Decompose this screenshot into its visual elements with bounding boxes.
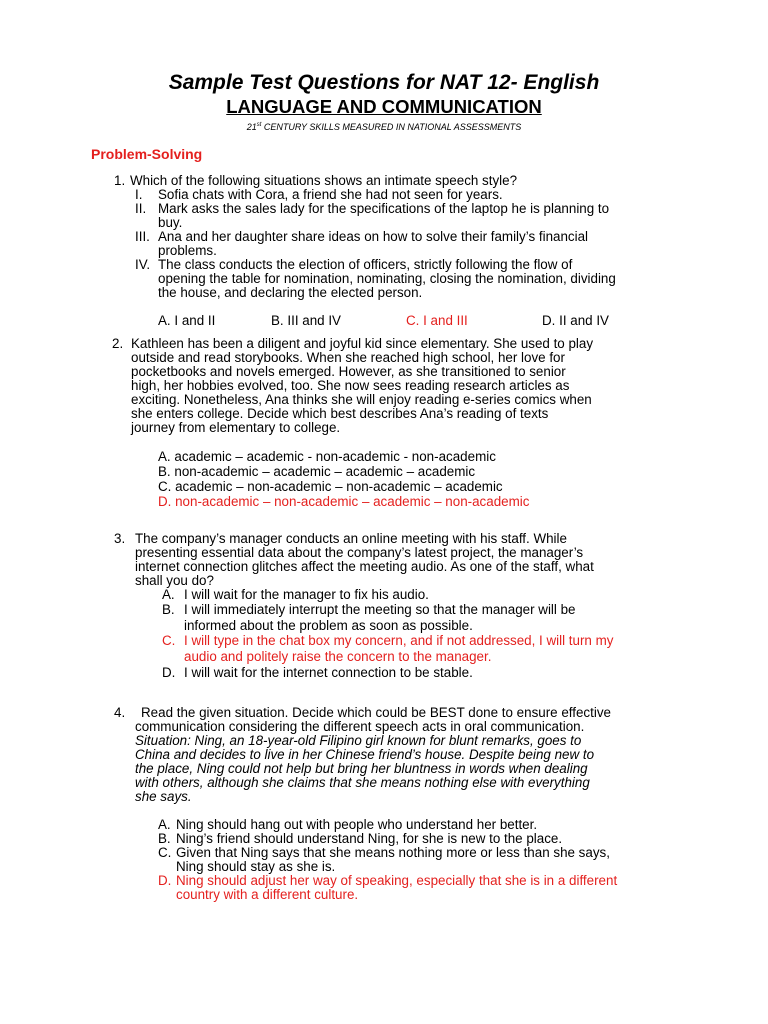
situation-text: China and decides to live in her Chinese friend’s house. Despite being new to [135, 747, 595, 762]
question-text: internet connection glitches affect the meeting audio. As one of the staff, what [135, 559, 594, 574]
situation-text: Situation: Ning, an 18-year-old Filipino girl known for blunt remarks, goes to [135, 733, 582, 748]
choice-d: D. II and IV [542, 313, 609, 328]
question-text: Kathleen has been a diligent and joyful kid since elementary. She used to play [131, 336, 594, 351]
item-text: The class conducts the election of officers, strictly following the flow of [158, 257, 573, 272]
question-text: she enters college. Decide which best describes Ana’s reading of texts [131, 406, 549, 421]
choice-a: A. academic – academic - non-academic - non-academic [158, 449, 496, 464]
situation-text: with others, although she claims that she means nothing else with everything [135, 775, 590, 790]
question-text: journey from elementary to college. [131, 420, 341, 435]
item-text: Mark asks the sales lady for the specifications of the laptop he is planning to [158, 201, 610, 216]
choice-b: Ning’s friend should understand Ning, for she is new to the place. [176, 831, 563, 846]
question-text: presenting essential data about the company’s latest project, the manager’s [135, 545, 584, 560]
choice-letter: D. [162, 665, 176, 680]
question-text: The company’s manager conducts an online meeting with his staff. While [135, 531, 567, 546]
choice-letter: A. [162, 587, 175, 602]
item-number: IV. [135, 257, 151, 272]
question-number: 3. [114, 531, 126, 546]
question-text: communication considering the different speech acts in oral communication. [135, 719, 585, 734]
item-number: III. [135, 229, 150, 244]
item-text: Sofia chats with Cora, a friend she had not seen for years. [158, 187, 503, 202]
choice-letter: B. [162, 602, 175, 617]
item-number: II. [135, 201, 147, 216]
document-title: Sample Test Questions for NAT 12- English [168, 71, 600, 94]
choice-a: Ning should hang out with people who understand her better. [176, 817, 538, 832]
choice-b: I will immediately interrupt the meeting so that the manager will be [184, 602, 576, 617]
choice-a: A. I and II [158, 313, 216, 328]
question-stem: Which of the following situations shows an intimate speech style? [130, 173, 518, 188]
item-text: Ana and her daughter share ideas on how to solve their family’s financial [158, 229, 588, 244]
question-text: high, her hobbies evolved, too. She now sees reading research articles as [131, 378, 570, 393]
question-text: Read the given situation. Decide which could be BEST done to ensure effective [141, 705, 611, 720]
item-text: the house, and declaring the elected person. [158, 285, 423, 300]
choice-a: I will wait for the manager to fix his audio. [184, 587, 429, 602]
section-heading: Problem-Solving [91, 146, 203, 162]
question-text: shall you do? [135, 573, 214, 588]
choice-c: Ning should stay as she is. [176, 859, 336, 874]
choice-c-answer: audio and politely raise the concern to the manager. [184, 649, 492, 664]
item-text: opening the table for nomination, nominating, closing the nomination, dividing [158, 271, 616, 286]
situation-text: the place, Ning could not help but bring her bluntness in words when dealing [135, 761, 588, 776]
choice-c-answer: I will type in the chat box my concern, and if not addressed, I will turn my [184, 633, 614, 648]
item-number: I. [135, 187, 143, 202]
choice-b: B. III and IV [271, 313, 341, 328]
choice-d-answer: D. non-academic – non-academic – academic – non-academic [158, 494, 530, 509]
question-number: 4. [114, 705, 126, 720]
item-text: buy. [158, 215, 183, 230]
document-tagline: 21st CENTURY SKILLS MEASURED IN NATIONAL ASSESSMENTS [246, 122, 522, 132]
choice-c: Given that Ning says that she means nothing more or less than she says, [176, 845, 610, 860]
choice-d: I will wait for the internet connection to be stable. [184, 665, 473, 680]
item-text: problems. [158, 243, 217, 258]
choice-c: C. academic – non-academic – non-academic – academic [158, 479, 503, 494]
choice-b: B. non-academic – academic – academic – academic [158, 464, 476, 479]
question-text: outside and read storybooks. When she reached high school, her love for [131, 350, 565, 365]
choice-b: informed about the problem as soon as possible. [184, 618, 473, 633]
choice-letter: B. [158, 831, 171, 846]
question-number: 1. [114, 173, 126, 188]
question-text: pocketbooks and novels emerged. However, as she transitioned to senior [131, 364, 566, 379]
choice-letter: A. [158, 817, 171, 832]
choice-letter: C. [158, 845, 172, 860]
situation-text: she says. [135, 789, 192, 804]
choice-d-answer: Ning should adjust her way of speaking, especially that she is in a different [176, 873, 618, 888]
question-text: exciting. Nonetheless, Ana thinks she will enjoy reading e-series comics when [131, 392, 592, 407]
choice-letter: D. [158, 873, 172, 888]
choice-c-answer: C. I and III [406, 313, 468, 328]
choice-letter: C. [162, 633, 176, 648]
choice-d-answer: country with a different culture. [176, 887, 359, 902]
question-number: 2. [112, 336, 124, 351]
document-subtitle: LANGUAGE AND COMMUNICATION [226, 96, 542, 117]
